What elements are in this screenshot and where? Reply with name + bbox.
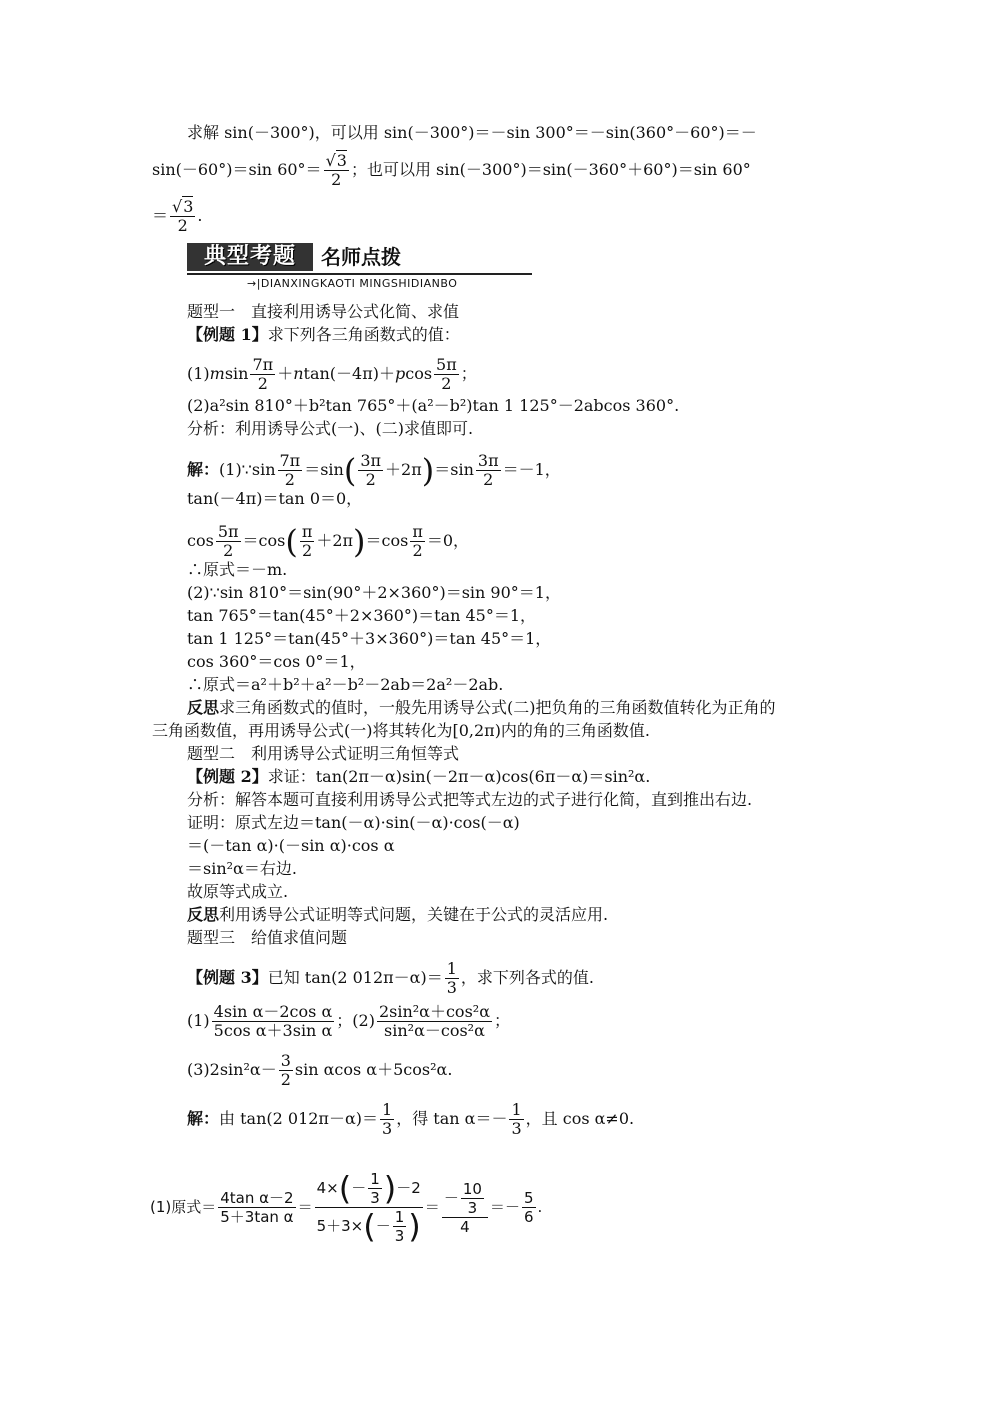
- proof-line3: ＝sin²α＝右边.: [187, 859, 297, 878]
- fraction: $\frac{\text{2sin²α＋cos²α}}{\text{sin²α－cos²α}}$: [378, 1002, 490, 1040]
- text: ，求下列各式的值.: [460, 968, 594, 987]
- fraction: $\frac{3}{2}$: [280, 1051, 291, 1089]
- text: ；: [494, 1011, 511, 1030]
- text: 求三角函数式的值时，一般先用诱导公式(二)把负角的三角函数值转化为正角的: [219, 698, 776, 717]
- text: ＝: [242, 531, 259, 550]
- text: (1): [187, 1011, 210, 1030]
- solution1-line2: tan(－4π)＝tan 0＝0，: [187, 489, 363, 508]
- text: 由 tan(2 012π－α)＝: [219, 1109, 378, 1128]
- example1-q1: [187, 356, 477, 393]
- text: sin: [320, 460, 344, 479]
- text: ＝: [152, 206, 169, 225]
- fraction: $\frac{5}{6}$: [523, 1189, 534, 1226]
- text: ＝: [489, 1198, 505, 1216]
- reflect-label: 反思: [187, 905, 220, 924]
- example-label: 【例题 3】: [187, 968, 268, 987]
- solution1-line1: [187, 452, 561, 489]
- fraction: $\frac{5\pi}{2}$: [436, 355, 457, 393]
- section-banner: [187, 243, 532, 291]
- example-label: 【例题 2】: [187, 767, 268, 786]
- solution1-line4: ∴原式＝－m.: [187, 560, 288, 579]
- text: ＋2π: [316, 531, 354, 550]
- reflect2-line: [187, 904, 608, 926]
- text: ，且 cos α≠0.: [525, 1109, 635, 1128]
- proof-line1: 证明：原式左边＝tan(－α)·sin(－α)·cos(－α): [187, 813, 520, 832]
- reflect1-line1: [187, 697, 776, 719]
- text: (1)原式＝: [150, 1198, 217, 1216]
- solution3-line: [187, 1101, 634, 1138]
- text: 求下列各三角函数式的值：: [267, 325, 460, 344]
- text: cos: [187, 531, 214, 550]
- text: ；(2): [336, 1011, 375, 1030]
- banner-title-left: 典型考题: [187, 243, 313, 271]
- text: ；也可以用 sin(－300°)＝sin(－360°＋60°)＝sin 60°: [350, 160, 751, 179]
- text: cos: [258, 531, 286, 550]
- fraction: $\frac{\text{4sin α－2cos α}}{\text{5cos α＋3sin α}}$: [213, 1002, 333, 1040]
- example-label: 【例题 1】: [187, 325, 268, 344]
- banner-title-right: 名师点拨: [321, 245, 401, 269]
- intro-line-1: 求解 sin(－300°)，可以用 sin(－300°)＝－sin 300°＝－sin(360°－60°)＝－: [187, 123, 757, 142]
- fraction-sqrt3-over-2: $\frac{√3}{2}$: [172, 197, 194, 235]
- proof-line4: 故原等式成立.: [187, 882, 289, 901]
- type3-heading: 题型三 给值求值问题: [187, 928, 348, 947]
- example2-line: [187, 766, 650, 788]
- fraction: $\frac{\pi}{2}$: [301, 522, 313, 560]
- example2-analysis: 分析：解答本题可直接利用诱导公式把等式左边的式子进行化简，直到推出右边.: [187, 790, 753, 809]
- text: ＝: [304, 460, 321, 479]
- text: (3)2sin²α－: [187, 1060, 277, 1079]
- intro-line-3: [152, 198, 203, 235]
- example1-analysis: 分析：利用诱导公式(一)、(二)求值即可.: [187, 419, 474, 438]
- text: ＋: [277, 364, 294, 383]
- intro-line-2: [152, 152, 751, 189]
- text: 利用诱导公式证明等式问题，关键在于公式的灵活应用.: [219, 905, 609, 924]
- paren: (: [285, 522, 298, 561]
- solution1-line9: ∴原式＝a²＋b²＋a²－b²－2ab＝2a²－2ab.: [187, 675, 504, 694]
- fraction-complex: 4×(－ $\frac{1}{3}$ )－2 5＋3×(－ $\frac{1}{3}$ ): [316, 1169, 421, 1246]
- fraction: $\frac{1}{3}$: [382, 1100, 393, 1138]
- solution1-line6: tan 765°＝tan(45°＋2×360°)＝tan 45°＝1，: [187, 606, 537, 625]
- solution1-line8: cos 360°＝cos 0°＝1，: [187, 652, 366, 671]
- final-equation: [150, 1170, 542, 1245]
- text: ＝: [297, 1198, 313, 1216]
- fraction: $\frac{1}{3}$: [446, 959, 457, 997]
- type2-heading: 题型二 利用诱导公式证明三角恒等式: [187, 744, 460, 763]
- text: sin αcos α＋5cos²α.: [294, 1060, 453, 1079]
- fraction: $\frac{5\pi}{2}$: [217, 522, 239, 560]
- var: n: [293, 364, 304, 383]
- text: ＋2π: [385, 460, 422, 479]
- text: sin(－60°)＝sin 60°＝: [152, 160, 322, 179]
- solution-label: 解：: [187, 460, 220, 479]
- text: (1)∵sin: [219, 460, 276, 479]
- text: ＝: [434, 460, 451, 479]
- example1-q2: (2)a²sin 810°＋b²tan 765°＋(a²－b²)tan 1 125°－2abcos 360°.: [187, 396, 680, 415]
- text: cos: [405, 364, 433, 383]
- denominator: 2: [331, 170, 342, 189]
- var: m: [209, 364, 225, 383]
- denominator: 2: [177, 216, 188, 235]
- example1-line: [187, 324, 460, 346]
- fraction: $\frac{3\pi}{2}$: [477, 451, 499, 489]
- example3-line: [187, 960, 594, 997]
- example3-q1-q2: [187, 1003, 510, 1040]
- paren: (: [343, 451, 357, 490]
- type1-heading: 题型一 直接利用诱导公式化简、求值: [187, 302, 460, 321]
- proof-line2: ＝(－tan α)·(－sin α)·cos α: [187, 836, 395, 855]
- text: ＝: [365, 531, 382, 550]
- fraction: $\frac{\pi}{2}$: [412, 522, 423, 560]
- solution1-line5: (2)∵sin 810°＝sin(90°＋2×360°)＝sin 90°＝1，: [187, 583, 561, 602]
- paren: ): [421, 451, 435, 490]
- text: ＝0，: [426, 531, 470, 550]
- text: sin: [224, 364, 249, 383]
- text: .: [197, 206, 203, 225]
- fraction: $\frac{3\pi}{2}$: [360, 451, 382, 489]
- solution1-line7: tan 1 125°＝tan(45°＋3×360°)＝tan 45°＝1，: [187, 629, 552, 648]
- text: －: [504, 1198, 520, 1216]
- text: cos: [381, 531, 409, 550]
- radicand: 3: [183, 197, 194, 216]
- banner-subtitle: →|DIANXINGKAOTI MINGSHIDIANBO: [247, 277, 458, 290]
- fraction: $\frac{7\pi}{2}$: [252, 355, 274, 393]
- text: ，得 tan α＝－: [396, 1109, 508, 1128]
- example3-q3: [187, 1052, 452, 1089]
- text: 求证：tan(2π－α)sin(－2π－α)cos(6π－α)＝sin²α.: [267, 767, 651, 786]
- text: sin: [450, 460, 474, 479]
- text: .: [537, 1198, 543, 1216]
- solution1-line3: [187, 523, 469, 560]
- radicand: 3: [336, 151, 347, 170]
- fraction-complex: － $\frac{10}{3}$ 4: [442, 1180, 488, 1236]
- text: tan(－4π)＋: [303, 364, 395, 383]
- reflect1-line2: 三角函数值，再用诱导公式(一)将其转化为[0,2π)内的角的三角函数值.: [152, 721, 651, 740]
- banner-rule: [187, 273, 532, 275]
- text: ＝－1，: [502, 460, 561, 479]
- text: (1): [187, 364, 210, 383]
- var: p: [394, 364, 406, 383]
- text: ；: [460, 364, 477, 383]
- paren: ): [353, 522, 366, 561]
- fraction-sqrt3-over-2: $\frac{√3}{2}$: [325, 151, 347, 189]
- text: ＝: [424, 1198, 440, 1216]
- solution-label: 解：: [187, 1109, 220, 1128]
- fraction: $\frac{7\pi}{2}$: [279, 451, 301, 489]
- fraction: $\frac{1}{3}$: [511, 1100, 522, 1138]
- fraction: $\frac{\text{4tan α－2}}{\text{5＋3tan α}}$: [220, 1189, 294, 1226]
- text: 已知 tan(2 012π－α)＝: [267, 968, 443, 987]
- reflect-label: 反思: [187, 698, 220, 717]
